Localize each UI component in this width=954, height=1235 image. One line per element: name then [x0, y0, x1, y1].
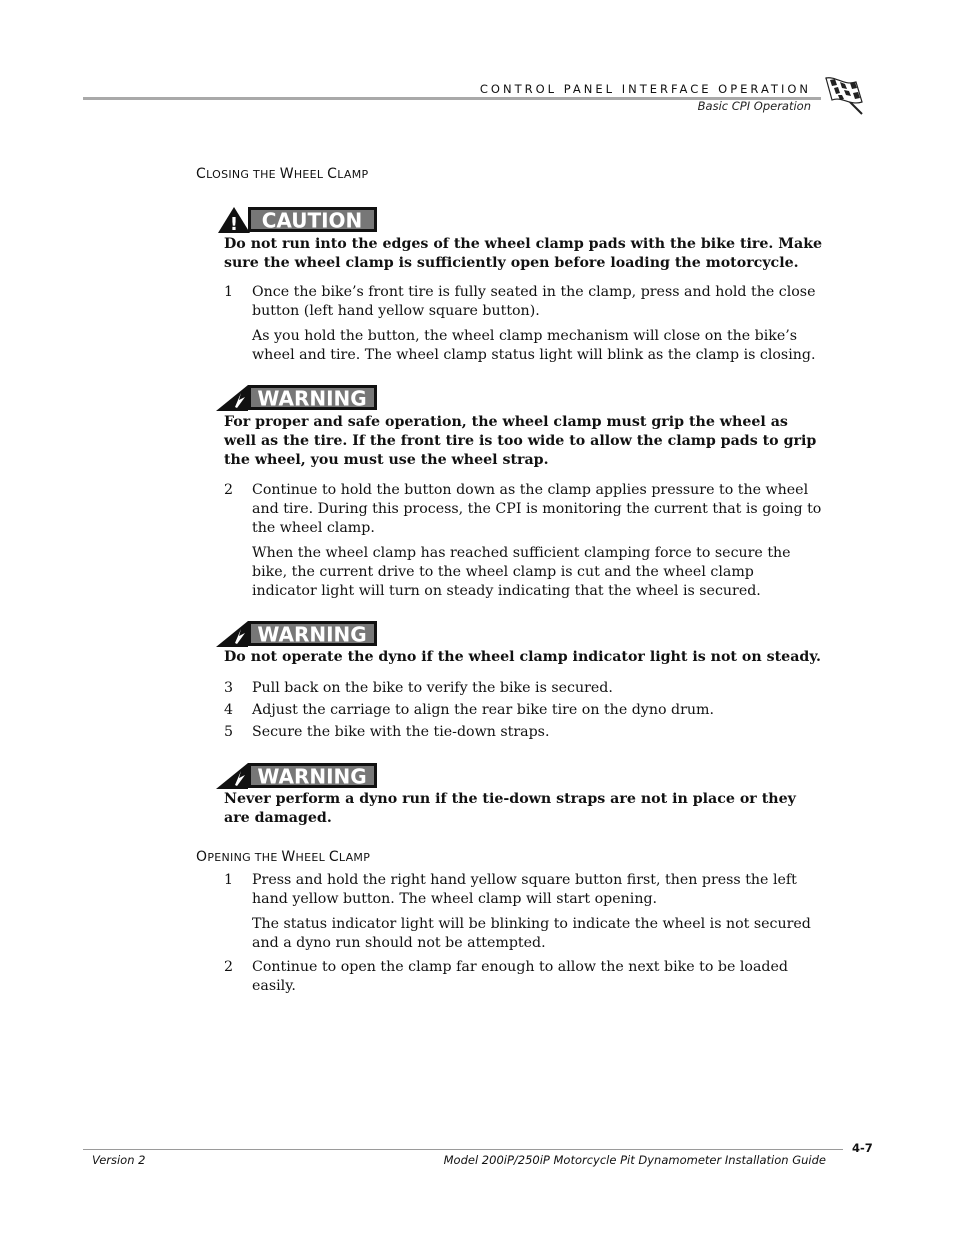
list-item: 1 Press and hold the right hand yellow square button first, then press the left hand yellow button. The wheel clamp will start opening. — [224, 872, 797, 907]
warning-text: Never perform a dyno run if the tie-down straps are not in place or they are damaged. — [224, 791, 796, 826]
list-item: 4 Adjust the carriage to align the rear bike tire on the dyno drum. — [224, 702, 714, 718]
caution-text: Do not run into the edges of the wheel clamp pads with the bike tire. Make sure the wheel clamp is sufficiently open before loading the motorcycle. — [224, 236, 823, 271]
svg-text:WARNING: WARNING — [257, 386, 367, 411]
step-paragraph: As you hold the button, the wheel clamp mechanism will close on the bike’s wheel and tire. The wheel clamp status light will blink as the clamp is closing. — [252, 328, 816, 363]
list-item: 3 Pull back on the bike to verify the bike is secured. — [224, 680, 613, 696]
list-item: 2 Continue to open the clamp far enough to allow the next bike to be loaded easily. — [224, 959, 788, 994]
step-paragraph: When the wheel clamp has reached sufficient clamping force to secure the bike, the current drive to the wheel clamp is cut and the wheel clamp indicator light will turn on steady indicating that the wheel is secured. — [252, 545, 791, 599]
svg-text:!: ! — [229, 214, 239, 234]
warning-badge — [215, 383, 378, 412]
caution-badge — [215, 205, 378, 234]
warning-text: Do not operate the dyno if the wheel clamp indicator light is not on steady. — [224, 649, 821, 665]
footer-rule — [83, 1149, 843, 1150]
page-number: 4-7 — [852, 1141, 873, 1155]
checkered-flag-icon — [822, 76, 866, 116]
svg-text:WARNING: WARNING — [257, 622, 367, 647]
svg-text:WARNING: WARNING — [257, 764, 367, 789]
list-item: 1 Once the bike’s front tire is fully seated in the clamp, press and hold the close button (left hand yellow square button). — [224, 284, 816, 319]
section-heading-opening: OPENING THE WHEEL CLAMP — [196, 849, 371, 865]
list-item: 2 Continue to hold the button down as the clamp applies pressure to the wheel and tire. During this process, the CPI is monitoring the current that is going to the wheel clamp. — [224, 482, 822, 536]
warning-badge — [215, 761, 378, 790]
section-heading-closing: CLOSING THE WHEEL CLAMP — [196, 166, 369, 182]
caution-label: CAUTION — [261, 208, 363, 233]
footer-title: Model 200iP/250iP Motorcycle Pit Dynamometer Installation Guide — [443, 1153, 826, 1167]
warning-badge — [215, 619, 378, 648]
list-item: 5 Secure the bike with the tie-down straps. — [224, 724, 550, 740]
step-paragraph: The status indicator light will be blinking to indicate the wheel is not secured and a dyno run should not be attempted. — [252, 916, 811, 951]
footer-version: Version 2 — [92, 1153, 146, 1167]
warning-text: For proper and safe operation, the wheel clamp must grip the wheel as well as the tire. If the front tire is too wide to allow the clamp pads to grip the wheel, you must use the wheel strap. — [224, 414, 817, 468]
running-header-section: CONTROL PANEL INTERFACE OPERATION — [479, 82, 811, 96]
running-header-subsection: Basic CPI Operation — [697, 99, 811, 113]
